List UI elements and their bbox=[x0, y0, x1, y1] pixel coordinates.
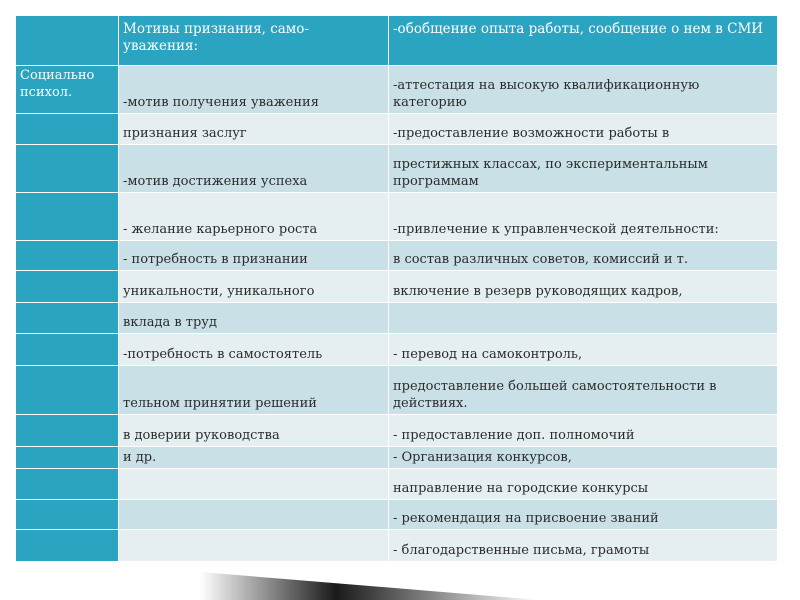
motive-cell: вклада в труд bbox=[119, 303, 389, 334]
measure-cell: -предоставление возможности работы в bbox=[389, 114, 778, 145]
motive-cell bbox=[119, 530, 389, 562]
table-row bbox=[16, 447, 778, 469]
table-row bbox=[16, 193, 778, 241]
motive-cell: тельном принятии решений bbox=[119, 366, 389, 415]
measure-cell: - перевод на самоконтроль, bbox=[389, 334, 778, 366]
row-category-cell bbox=[16, 469, 119, 500]
table-row bbox=[16, 271, 778, 303]
measure-cell: - благодарственные письма, грамоты bbox=[389, 530, 778, 562]
motive-cell: -мотив достижения успеха bbox=[119, 145, 389, 193]
measure-cell: - Организация конкурсов, bbox=[389, 447, 778, 469]
table-row bbox=[16, 334, 778, 366]
table-header-row bbox=[16, 16, 778, 66]
decorative-shadow bbox=[200, 572, 540, 600]
header-cell-1 bbox=[16, 16, 119, 66]
measure-cell: -привлечение к управленческой деятельности: bbox=[389, 193, 778, 241]
header-cell-motives: Мотивы признания, само-уважения: bbox=[119, 16, 389, 66]
table-row bbox=[16, 114, 778, 145]
motive-cell: - желание карьерного роста bbox=[119, 193, 389, 241]
row-category-cell bbox=[16, 366, 119, 415]
row-category-cell: Социально психол. bbox=[16, 66, 119, 114]
table-row bbox=[16, 415, 778, 447]
row-category-cell bbox=[16, 530, 119, 562]
row-category-cell bbox=[16, 241, 119, 271]
motive-cell: - потребность в признании bbox=[119, 241, 389, 271]
header-cell-measures: -обобщение опыта работы, сообщение о нем в СМИ bbox=[389, 16, 778, 66]
motives-table bbox=[15, 15, 778, 562]
measure-cell: -аттестация на высокую квалификационную категорию bbox=[389, 66, 778, 114]
motive-cell: -потребность в самостоятель bbox=[119, 334, 389, 366]
table-row bbox=[16, 469, 778, 500]
row-category-cell bbox=[16, 500, 119, 530]
measure-cell: - рекомендация на присвоение званий bbox=[389, 500, 778, 530]
measure-cell: - предоставление доп. полномочий bbox=[389, 415, 778, 447]
row-category-cell bbox=[16, 415, 119, 447]
table-row bbox=[16, 500, 778, 530]
table-row bbox=[16, 66, 778, 114]
table-row bbox=[16, 530, 778, 562]
measure-cell: включение в резерв руководящих кадров, bbox=[389, 271, 778, 303]
motive-cell bbox=[119, 500, 389, 530]
row-category-cell bbox=[16, 145, 119, 193]
motive-cell: в доверии руководства bbox=[119, 415, 389, 447]
motive-cell bbox=[119, 469, 389, 500]
motive-cell: признания заслуг bbox=[119, 114, 389, 145]
measure-cell bbox=[389, 303, 778, 334]
row-category-cell bbox=[16, 334, 119, 366]
row-category-cell bbox=[16, 303, 119, 334]
row-category-cell bbox=[16, 447, 119, 469]
measure-cell: престижных классах, по экспериментальным программам bbox=[389, 145, 778, 193]
row-category-cell bbox=[16, 114, 119, 145]
measure-cell: направление на городские конкурсы bbox=[389, 469, 778, 500]
row-category-cell bbox=[16, 271, 119, 303]
motive-cell: -мотив получения уважения bbox=[119, 66, 389, 114]
row-category-cell bbox=[16, 193, 119, 241]
table-row bbox=[16, 145, 778, 193]
table-row bbox=[16, 303, 778, 334]
table-row bbox=[16, 366, 778, 415]
measure-cell: в состав различных советов, комиссий и т. bbox=[389, 241, 778, 271]
table-row bbox=[16, 241, 778, 271]
motive-cell: уникальности, уникального bbox=[119, 271, 389, 303]
motive-cell: и др. bbox=[119, 447, 389, 469]
measure-cell: предоставление большей самостоятельности в действиях. bbox=[389, 366, 778, 415]
